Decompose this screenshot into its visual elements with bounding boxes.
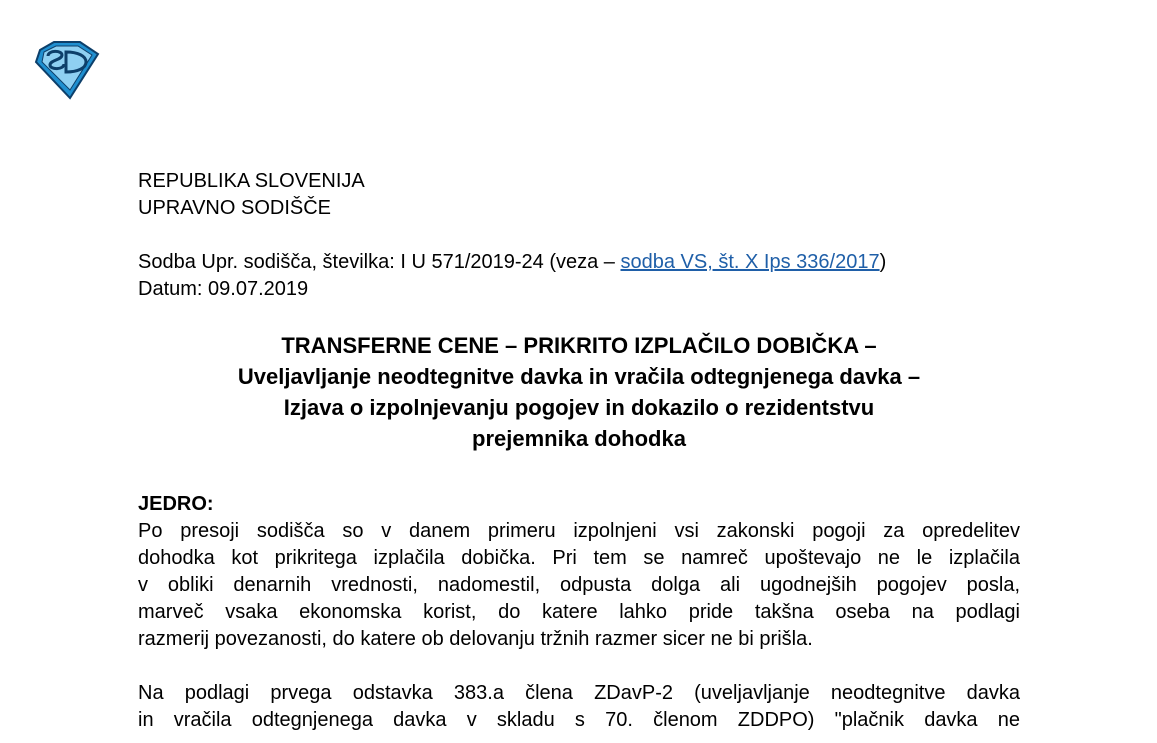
paragraph-line: v obliki denarnih vrednosti, nadomestil, odpusta dolga ali ugodnejših pogojev posla, [138,574,1020,596]
jedro-paragraph-1 [138,518,1020,653]
paragraph-line: in vračila odtegnjenega davka v skladu s 70. členom ZDDPO) "plačnik davka ne [138,709,1020,731]
paragraph-line: dohodka kot prikritega izplačila dobička. Pri tem se namreč upoštevajo ne le izplačila [138,547,1020,569]
paragraph-line: marveč vsaka ekonomska korist, do katere lahko pride takšna oseba na podlagi [138,601,1020,623]
header-republic: REPUBLIKA SLOVENIJA [138,170,365,192]
case-number: Sodba Upr. sodišča, številka: I U 571/2019-24 (veza – [138,251,621,273]
jedro-paragraph-2 [138,680,1020,734]
supreme-court-link[interactable]: sodba VS, št. X Ips 336/2017 [620,251,880,273]
title-line-3: Izjava o izpolnjevanju pogojev in dokazilo o rezidentstvu [283,395,875,420]
document-body [138,168,1020,734]
paragraph-line: Po presoji sodišča so v danem primeru izpolnjeni vsi zakonski pogoji za opredelitev [138,520,1020,542]
court-logo-icon [32,40,102,100]
case-reference [138,249,1020,276]
title-line-1: TRANSFERNE CENE – PRIKRITO IZPLAČILO DOBIČKA – [281,333,877,358]
paragraph-line: Na podlagi prvega odstavka 383.a člena ZDavP-2 (uveljavljanje neodtegnitve davka [138,682,1020,704]
header-court: UPRAVNO SODIŠČE [138,197,331,219]
decision-date: Datum: 09.07.2019 [138,278,309,300]
case-reference-suffix: ) [879,251,887,273]
document-title [138,330,1020,454]
title-line-2: Uveljavljanje neodtegnitve davka in vračila odtegnjenega davka – [237,364,921,389]
jedro-label: JEDRO: [138,493,214,515]
paragraph-line: razmerij povezanosti, do katere ob delovanju tržnih razmer sicer ne bi prišla. [138,628,813,650]
title-line-4: prejemnika dohodka [472,426,686,451]
